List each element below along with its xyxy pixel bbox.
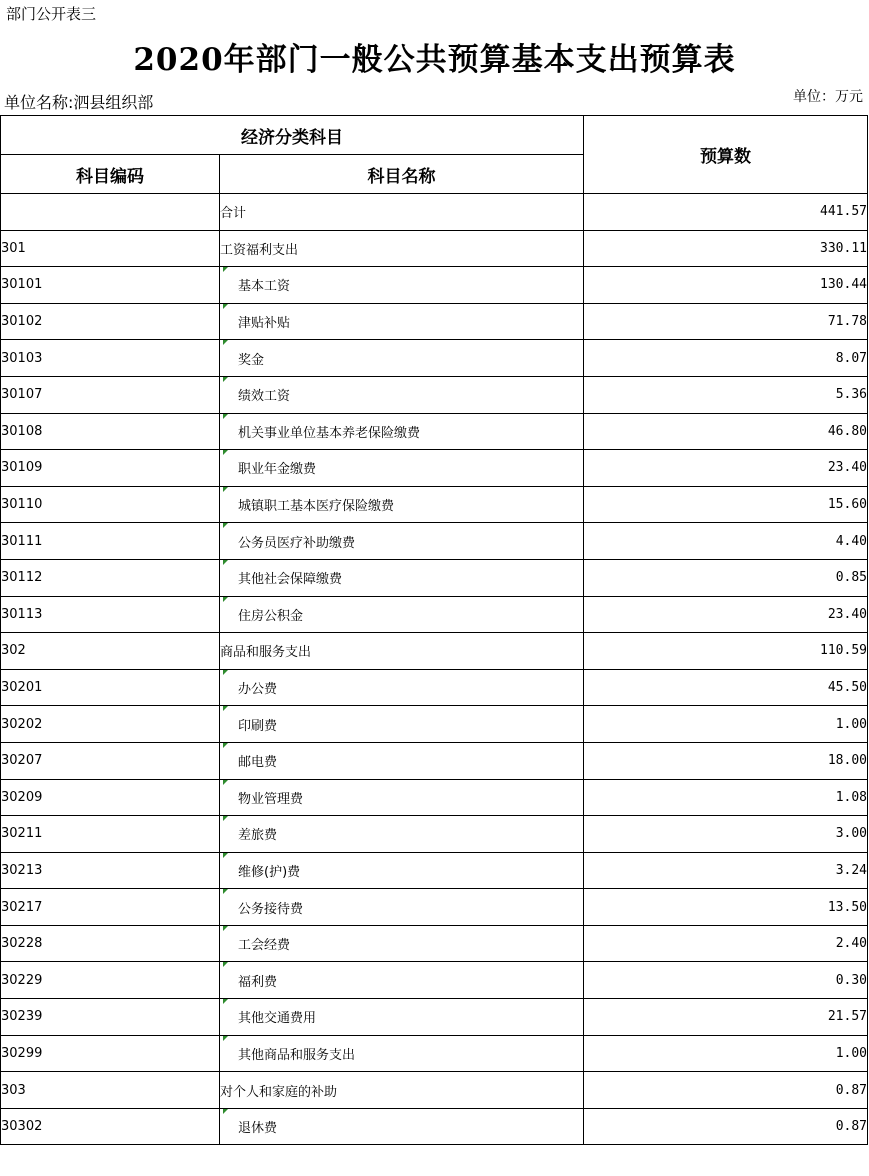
- table-row: [1, 706, 868, 743]
- table-row: [1, 523, 868, 560]
- subject-name-cell: 差旅费: [220, 816, 584, 853]
- table-number-label: 部门公开表三: [6, 5, 97, 23]
- subject-code-cell: 30213: [1, 852, 220, 889]
- budget-amount-cell: 330.11: [584, 230, 868, 267]
- subject-code-cell: 30228: [1, 925, 220, 962]
- subject-name-cell: 印刷费: [220, 706, 584, 743]
- page-title: 2020年部门一般公共预算基本支出预算表: [133, 42, 736, 78]
- budget-table: [0, 115, 868, 1145]
- table-row: [1, 852, 868, 889]
- subject-code-cell: 30217: [1, 889, 220, 926]
- budget-amount-cell: 0.87: [584, 1072, 868, 1109]
- budget-amount-cell: 441.57: [584, 194, 868, 231]
- budget-amount-cell: 23.40: [584, 450, 868, 487]
- subject-code-cell: 30101: [1, 267, 220, 304]
- subject-name-cell: 津贴补贴: [220, 303, 584, 340]
- subject-name-cell: 办公费: [220, 669, 584, 706]
- table-row: [1, 779, 868, 816]
- subject-name-cell: 工会经费: [220, 925, 584, 962]
- budget-amount-cell: 1.08: [584, 779, 868, 816]
- code-column-header: 科目编码: [1, 155, 220, 194]
- subject-code-cell: 30107: [1, 376, 220, 413]
- budget-amount-cell: 110.59: [584, 633, 868, 670]
- subject-code-cell: 30229: [1, 962, 220, 999]
- table-row: [1, 742, 868, 779]
- table-row: [1, 1108, 868, 1145]
- budget-amount-cell: 0.30: [584, 962, 868, 999]
- budget-amount-cell: 8.07: [584, 340, 868, 377]
- subject-code-cell: 30102: [1, 303, 220, 340]
- budget-amount-cell: 45.50: [584, 669, 868, 706]
- table-row: [1, 486, 868, 523]
- subject-name-cell: 商品和服务支出: [220, 633, 584, 670]
- subject-name-cell: 对个人和家庭的补助: [220, 1072, 584, 1109]
- table-row: [1, 340, 868, 377]
- budget-amount-cell: 18.00: [584, 742, 868, 779]
- subject-code-cell: 303: [1, 1072, 220, 1109]
- table-row: [1, 962, 868, 999]
- subject-name-cell: 职业年金缴费: [220, 450, 584, 487]
- budget-amount-cell: 1.00: [584, 1035, 868, 1072]
- table-row: [1, 559, 868, 596]
- subject-code-cell: [1, 194, 220, 231]
- subject-code-cell: 302: [1, 633, 220, 670]
- table-row: [1, 267, 868, 304]
- budget-amount-cell: 3.24: [584, 852, 868, 889]
- subject-code-cell: 30299: [1, 1035, 220, 1072]
- unit-name: 单位名称:泗县组织部: [4, 93, 154, 112]
- budget-amount-cell: 23.40: [584, 596, 868, 633]
- subject-code-cell: 30112: [1, 559, 220, 596]
- subject-name-cell: 其他交通费用: [220, 999, 584, 1036]
- subject-name-cell: 公务员医疗补助缴费: [220, 523, 584, 560]
- table-row: [1, 816, 868, 853]
- table-row: [1, 889, 868, 926]
- subject-code-cell: 30201: [1, 669, 220, 706]
- subject-code-cell: 30207: [1, 742, 220, 779]
- subject-code-cell: 30202: [1, 706, 220, 743]
- table-row: [1, 596, 868, 633]
- budget-amount-cell: 5.36: [584, 376, 868, 413]
- budget-amount-cell: 71.78: [584, 303, 868, 340]
- budget-amount-cell: 1.00: [584, 706, 868, 743]
- subject-name-cell: 基本工资: [220, 267, 584, 304]
- subject-code-cell: 30109: [1, 450, 220, 487]
- table-row: [1, 925, 868, 962]
- table-body: [1, 194, 868, 1145]
- budget-amount-cell: 130.44: [584, 267, 868, 304]
- budget-amount-cell: 0.87: [584, 1108, 868, 1145]
- subject-name-cell: 福利费: [220, 962, 584, 999]
- budget-amount-cell: 13.50: [584, 889, 868, 926]
- table-row: [1, 1072, 868, 1109]
- table-row: [1, 669, 868, 706]
- subject-name-cell: 工资福利支出: [220, 230, 584, 267]
- subject-code-cell: 30110: [1, 486, 220, 523]
- table-row: [1, 413, 868, 450]
- unit-label: 单位：万元: [793, 89, 863, 105]
- subject-name-cell: 城镇职工基本医疗保险缴费: [220, 486, 584, 523]
- subject-name-cell: 住房公积金: [220, 596, 584, 633]
- table-row: [1, 230, 868, 267]
- table-row: [1, 633, 868, 670]
- table-row: [1, 999, 868, 1036]
- economic-category-header: 经济分类科目: [1, 116, 584, 155]
- subject-code-cell: 30111: [1, 523, 220, 560]
- table-row: [1, 376, 868, 413]
- subject-name-cell: 奖金: [220, 340, 584, 377]
- subject-code-cell: 30103: [1, 340, 220, 377]
- budget-amount-cell: 46.80: [584, 413, 868, 450]
- name-column-header: 科目名称: [220, 155, 584, 194]
- subject-code-cell: 30108: [1, 413, 220, 450]
- budget-amount-cell: 21.57: [584, 999, 868, 1036]
- budget-amount-cell: 15.60: [584, 486, 868, 523]
- subject-code-cell: 30211: [1, 816, 220, 853]
- amount-column-header: 预算数: [584, 116, 868, 194]
- subject-code-cell: 30113: [1, 596, 220, 633]
- subject-name-cell: 其他商品和服务支出: [220, 1035, 584, 1072]
- subject-code-cell: 30209: [1, 779, 220, 816]
- subject-code-cell: 301: [1, 230, 220, 267]
- subject-name-cell: 退休费: [220, 1108, 584, 1145]
- subject-name-cell: 物业管理费: [220, 779, 584, 816]
- subject-name-cell: 公务接待费: [220, 889, 584, 926]
- budget-amount-cell: 2.40: [584, 925, 868, 962]
- table-row: [1, 194, 868, 231]
- subject-name-cell: 绩效工资: [220, 376, 584, 413]
- table-row: [1, 303, 868, 340]
- table-row: [1, 450, 868, 487]
- subject-name-cell: 其他社会保障缴费: [220, 559, 584, 596]
- subject-name-cell: 邮电费: [220, 742, 584, 779]
- budget-amount-cell: 3.00: [584, 816, 868, 853]
- subject-name-cell: 合计: [220, 194, 584, 231]
- table-row: [1, 1035, 868, 1072]
- subject-name-cell: 机关事业单位基本养老保险缴费: [220, 413, 584, 450]
- subject-name-cell: 维修(护)费: [220, 852, 584, 889]
- subject-code-cell: 30239: [1, 999, 220, 1036]
- budget-amount-cell: 0.85: [584, 559, 868, 596]
- budget-amount-cell: 4.40: [584, 523, 868, 560]
- subject-code-cell: 30302: [1, 1108, 220, 1145]
